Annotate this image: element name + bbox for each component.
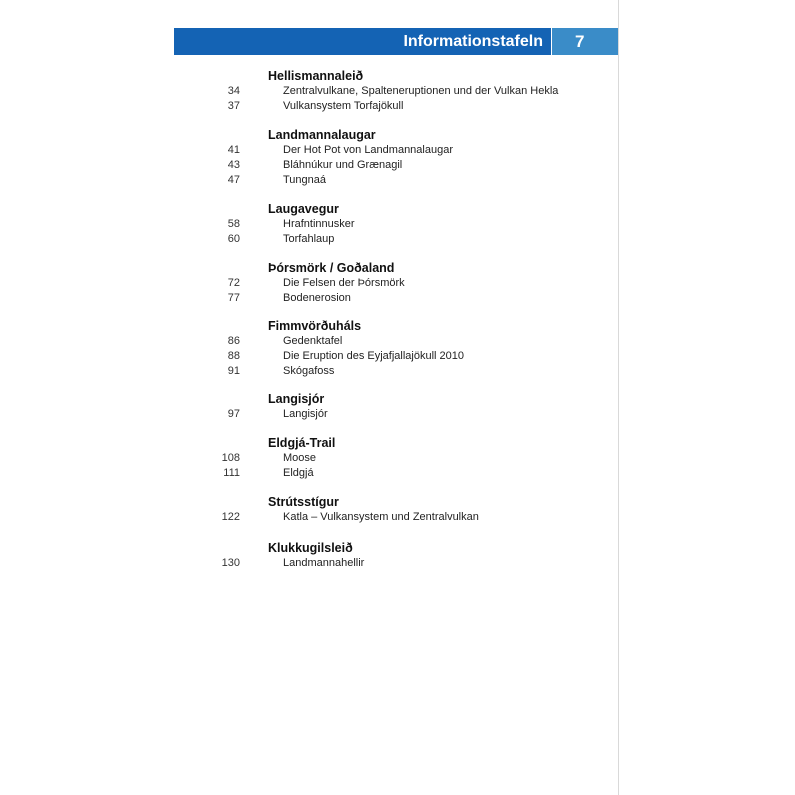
section-title: Eldgjá-Trail (268, 436, 336, 450)
entry-title: Gedenktafel (283, 335, 343, 347)
toc-entry[interactable] (0, 365, 618, 380)
entry-page-number: 86 (227, 335, 240, 347)
toc-entry[interactable] (0, 335, 618, 350)
chapter-title: Informationstafeln (403, 33, 543, 50)
toc-entry[interactable] (0, 292, 618, 307)
toc-entry[interactable] (0, 511, 618, 526)
entry-page-number: 72 (227, 277, 240, 289)
section-title: Landmannalaugar (268, 128, 376, 142)
entry-title: Vulkansystem Torfajökull (283, 100, 404, 112)
entry-title: Landmannahellir (283, 557, 365, 569)
entry-page-number: 58 (227, 218, 240, 230)
entry-title: Bodenerosion (283, 292, 351, 304)
toc-entry[interactable] (0, 100, 618, 115)
entry-page-number: 37 (227, 100, 240, 112)
entry-page-number: 47 (227, 174, 240, 186)
entry-title: Katla – Vulkansystem und Zentralvulkan (283, 511, 479, 523)
entry-page-number: 43 (227, 159, 240, 171)
toc-entry[interactable] (0, 452, 618, 467)
toc-entry[interactable] (0, 144, 618, 159)
entry-page-number: 77 (227, 292, 240, 304)
toc-entry[interactable] (0, 467, 618, 482)
toc-entry[interactable] (0, 159, 618, 174)
entry-page-number: 91 (227, 365, 240, 377)
entry-title: Tungnaá (283, 174, 327, 186)
toc-entry[interactable] (0, 174, 618, 189)
entry-title: Bláhnúkur und Grænagil (283, 159, 403, 171)
toc-entry[interactable] (0, 233, 618, 248)
section-title: Laugavegur (268, 202, 339, 216)
entry-title: Zentralvulkane, Spalteneruptionen und der Vulkan Hekla (283, 85, 559, 97)
entry-title: Skógafoss (283, 365, 335, 377)
entry-title: Moose (283, 452, 317, 464)
toc-entry[interactable] (0, 350, 618, 365)
section-title: Langisjór (268, 392, 325, 406)
entry-title: Langisjór (283, 408, 328, 420)
entry-title: Hrafntinnusker (283, 218, 355, 230)
section-title: Klukkugilsleið (268, 541, 353, 555)
entry-title: Der Hot Pot von Landmannalaugar (283, 144, 453, 156)
entry-page-number: 97 (227, 408, 240, 420)
section-title: Þórsmörk / Goðaland (268, 261, 395, 275)
toc-entry[interactable] (0, 408, 618, 423)
entry-title: Die Eruption des Eyjafjallajökull 2010 (283, 350, 464, 362)
section-title: Hellismannaleið (268, 69, 364, 83)
entry-page-number: 34 (227, 85, 240, 97)
entry-title: Torfahlaup (283, 233, 335, 245)
page-edge-line (618, 0, 619, 795)
entry-page-number: 122 (221, 511, 240, 523)
chapter-header-bar (174, 28, 551, 55)
page-number-box (552, 28, 618, 55)
entry-page-number: 41 (227, 144, 240, 156)
entry-title: Die Felsen der Þórsmörk (283, 277, 405, 289)
toc-entry[interactable] (0, 277, 618, 292)
page-number: 7 (575, 32, 585, 51)
entry-page-number: 60 (227, 233, 240, 245)
entry-page-number: 130 (221, 557, 240, 569)
entry-page-number: 108 (221, 452, 240, 464)
section-title: Fimmvörðuháls (268, 319, 362, 333)
entry-page-number: 88 (227, 350, 240, 362)
entry-page-number: 111 (223, 467, 240, 479)
toc-entry[interactable] (0, 218, 618, 233)
toc-entry[interactable] (0, 85, 618, 100)
toc-entry[interactable] (0, 557, 618, 572)
entry-title: Eldgjá (283, 467, 314, 479)
section-title: Strútsstígur (268, 495, 339, 509)
